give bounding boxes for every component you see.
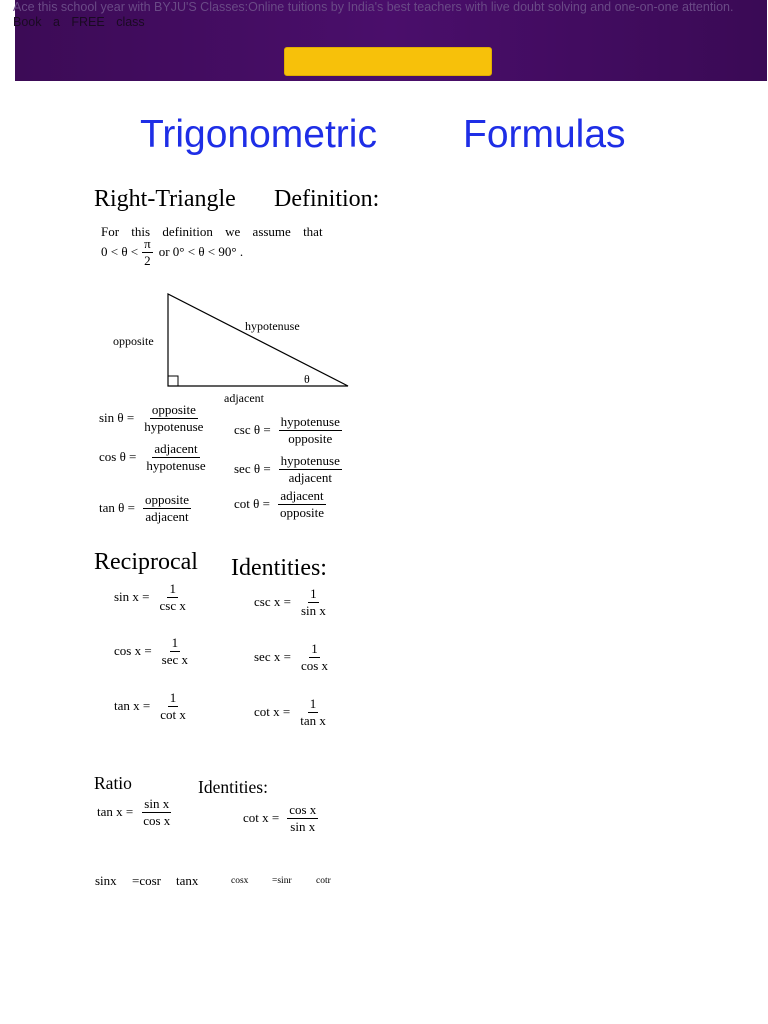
formula-sec: sec θ = $\frac{\text{hypotenuse}}{\text{adjacent}}$ [234,453,340,485]
opposite-label: opposite [113,334,154,348]
ratio-tan: tan x = $\frac{\text{sin x}}{\text{cos x}}$ [97,796,171,828]
ocr-text-c: tanx [176,873,199,888]
section-heading-reciprocal: Reciprocal [94,549,198,575]
formula-sin: sin θ = $\frac{\text{opposite}}{\text{hypotenuse}}$ [99,402,204,434]
ocr-text-e: =sinr [272,876,292,886]
formula-cot: cot θ = $\frac{\text{adjacent}}{\text{opposite}}$ [234,488,325,520]
right-angle-marker [168,376,178,386]
formula-csc: csc θ = $\frac{\text{hypotenuse}}{\text{opposite}}$ [234,414,340,446]
page-title-word2: Formulas [463,113,626,156]
section-heading-definition: Definition: [274,186,380,212]
ocr-text-a: sinx [95,873,117,888]
assumption-num: π [144,236,151,251]
assumption-rhs: or 0° < θ < 90° . [158,244,244,260]
reciprocal-tan: tan x = $\frac{1}{\text{cot x}}$ [114,690,186,722]
formula-cos: cos θ = $\frac{\text{adjacent}}{\text{hypotenuse}}$ [99,441,206,473]
assumption-lhs: 0 < θ < [101,244,139,260]
ocr-text-b: =cosr [132,873,161,888]
reciprocal-cot: cot x = $\frac{1}{\text{tan x}}$ [254,696,326,728]
ocr-text-d: cosx [231,876,249,886]
theta-label: θ [304,372,310,386]
ocr-text-f: cotr [316,876,331,886]
reciprocal-csc: csc x = $\frac{1}{\text{sin x}}$ [254,586,326,618]
ratio-cot: cot x = $\frac{\text{cos x}}{\text{sin x}}$ [243,802,317,834]
page-title-word1: Trigonometric [140,113,377,156]
reciprocal-cos: cos x = $\frac{1}{\text{sec x}}$ [114,635,189,667]
section-heading-reciprocal-identities: Identities: [231,555,327,581]
formula-tan: tan θ = $\frac{\text{opposite}}{\text{adjacent}}$ [99,492,190,524]
banner-cta-text[interactable]: Book a FREE class [13,15,145,29]
assumption-text: For this definition we assume that [101,224,323,239]
section-heading-right-triangle: Right-Triangle [94,186,236,212]
triangle-shape [168,294,348,386]
hypotenuse-label: hypotenuse [245,319,300,333]
assumption-den: 2 [144,252,151,268]
reciprocal-sec: sec x = $\frac{1}{\text{cos x}}$ [254,641,329,673]
section-heading-ratio-identities: Identities: [198,777,268,797]
banner-text: Ace this school year with BYJU'S Classes:Online tuitions by India's best teachers with live doubt solving and one-on-one attention. [13,0,734,14]
adjacent-label: adjacent [224,391,264,405]
reciprocal-sin: sin x = $\frac{1}{\text{csc x}}$ [114,581,186,613]
section-heading-ratio: Ratio [94,773,132,793]
